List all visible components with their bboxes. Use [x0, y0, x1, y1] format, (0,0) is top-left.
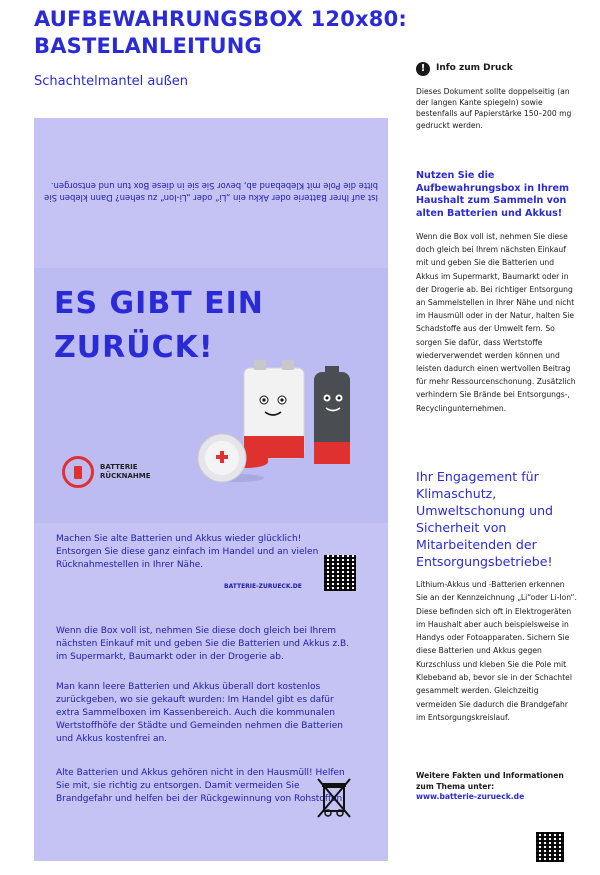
recycle-battery-icon [62, 456, 94, 488]
nutzen-text: Wenn die Box voll ist, nehmen Sie diese doch gleich bei Ihrem nächsten Einkauf mit und geben Sie die Batterien und Akkus im Supermarkt, Baumarkt oder in der Drogerie ab. Bei richtiger Entsorgung an Sammelstellen in Ihrer Nähe und nicht im Hausmüll oder in der Natur, halten Sie Schadstoffe aus der Umwelt fern. So sorgen Sie dafür, dass Wertstoffe wiederverwendet werden können und leisten dadurch einen wertvollen Beitrag für mehr Ressourcenschonung. Zusätzlich verhindern Sie Brände bei Entsorgungs-, Recyclingunternehmen. [416, 232, 576, 413]
batterie-ruecknahme-logo [62, 456, 151, 488]
logo-text-2: RÜCKNAHME [100, 472, 151, 480]
battery-characters-illustration [184, 350, 384, 495]
info-title: Info zum Druck [436, 63, 513, 73]
title-line-2: BASTELANLEITUNG [34, 34, 262, 58]
box-flap-shape [34, 118, 388, 170]
title-line-1: AUFBEWAHRUNGSBOX 120x80: [34, 7, 407, 31]
box-side-panel [34, 523, 388, 611]
logo-text [100, 463, 151, 481]
more-info-heading: Weitere Fakten und Informationen zum Thema unter: [416, 771, 564, 791]
more-info-link[interactable]: www.batterie-zurueck.de [416, 792, 525, 801]
info-icon: ! [416, 62, 430, 76]
document-title [34, 6, 424, 60]
side-text: Machen Sie alte Batterien und Akkus wieder glücklich! Entsorgen Sie diese ganz einfach im Handel und an vielen Rücknahmestellen in Ihrer Nähe. [56, 534, 319, 570]
back-paragraph-1: Wenn die Box voll ist, nehmen Sie diese doch gleich bei Ihrem nächsten Einkauf mit und geben Sie die Batterien und Akkus z.B. im Supermarkt, Baumarkt oder in der Drogerie ab. [56, 626, 350, 662]
side-url: BATTERIE-ZURUECK.DE [224, 583, 302, 590]
info-text: Dieses Dokument sollte doppelseitig (an der langen Kante spiegeln) sowie bestenfalls auf Papierstärke 150–200 mg gedruckt werden. [416, 87, 572, 130]
nutzen-heading: Nutzen Sie die Aufbewahrungsbox in Ihrem Haushalt zum Sammeln von alten Batterien und Akkus! [416, 170, 570, 219]
back-paragraph-3: Alte Batterien und Akkus gehören nicht in den Hausmüll! Helfen Sie mit, sie richtig zu entsorgen. Damit vermeiden Sie Brandgefahr und helfen bei der Rückgewinnung von Rohstoffen. [56, 768, 346, 804]
box-front-panel [34, 268, 388, 523]
front-headline-2: ZURÜCK! [54, 330, 214, 365]
document-subtitle: Schachtelmantel außen [34, 74, 189, 89]
box-back-panel [34, 611, 388, 861]
logo-text-1: BATTERIE [100, 463, 138, 471]
qr-code-icon-sidebar [536, 832, 564, 862]
crossed-out-bin-icon [314, 773, 354, 821]
engagement-heading: Ihr Engagement für Klimaschutz, Umweltschonung und Sicherheit von Mitarbeitenden der Entsorgungsbetriebe! [416, 469, 554, 569]
back-paragraph-2: Man kann leere Batterien und Akkus überall dort kostenlos zurückgeben, wo sie gekauft wurden: Im Handel gibt es dafür extra Sammelboxen im Kassenbereich. Auch die kommunalen Wertstoffhöfe der Städte und Gemeinden nehmen die Batterien und Akkus kostenfrei an. [56, 682, 344, 744]
upside-down-text: Ist auf Ihrer Batterie oder Akku ein „Li“ oder „Li-Ion“ zu sehen? Dann kleben Sie bitte die Pole mit Klebeband ab, bevor Sie sie in diese Box tun und entsorgen. [44, 181, 378, 203]
box-top-panel [34, 168, 388, 268]
qr-code-icon [324, 555, 356, 591]
front-headline-1: ES GIBT EIN [54, 286, 264, 321]
lithium-text: Lithium-Akkus und -Batterien erkennen Sie an der Kennzeichnung „Li“oder Li-Ion“. Diese befinden sich oft in Elektrogeräten im Haushalt aber auch beispielsweise in Handys oder Fotoapparaten. Sichern Sie diese Batterien und Akkus gegen Kurzschluss und kleben Sie die Pole mit Klebeband ab, bevor sie in der Schachtel gesammelt werden. Gleichzeitig vermeiden Sie dadurch die Brandgefahr im Entsorgungskreislauf. [416, 580, 577, 722]
